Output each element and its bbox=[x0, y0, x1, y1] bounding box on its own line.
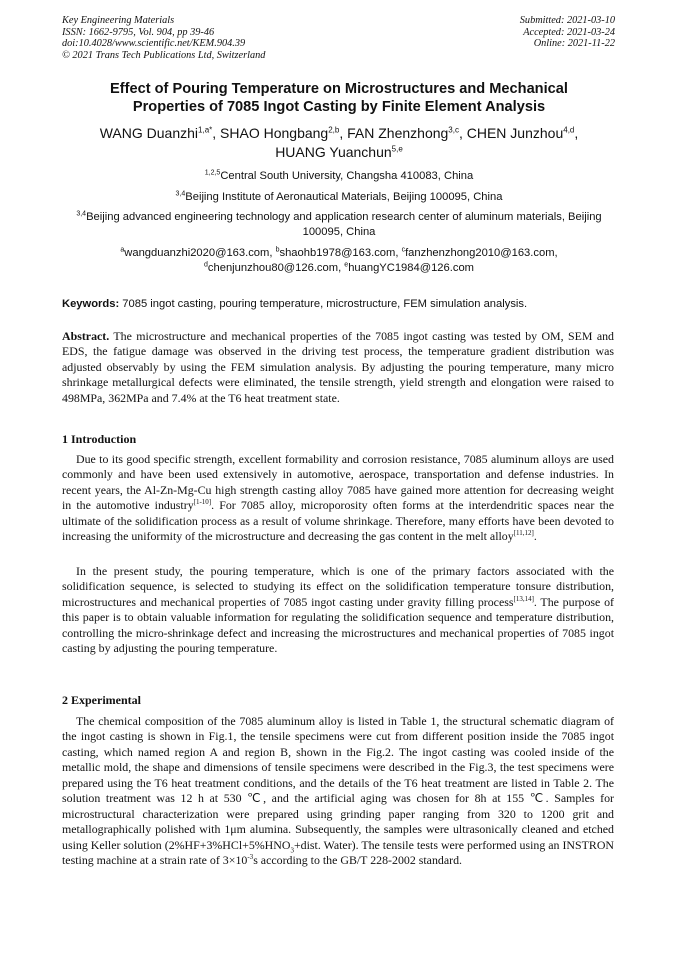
affiliation bbox=[62, 169, 616, 184]
email-list bbox=[62, 246, 616, 276]
submitted-date: Submitted: 2021-03-10 bbox=[519, 15, 615, 26]
keywords bbox=[62, 297, 616, 311]
keywords-text: 7085 ingot casting, pouring temperature, microstructure, FEM simulation analysis. bbox=[119, 298, 528, 310]
paragraph-text: In the present study, the pouring temperature, which is one of the primary factors associated with the solidification sequence, is selected to studying its effect on the solidification temperature tonsure distribution, microstructures and mechanical properties of 7085 ingot casting under gravity filling process bbox=[62, 564, 614, 609]
title-line-1: Effect of Pouring Temperature on Microstructures and Mechanical bbox=[110, 81, 568, 97]
email-address: huangYC1984@126.com bbox=[348, 262, 474, 274]
paragraph-text: . The purpose of this paper is to obtain valuable information for regulating the solidification sequence and temperature distribution, controlling the micro-shrinkage defect and increasing the microstructures and mechanical properties of 7085 ingot casting by adjusting the pouring temperature. bbox=[62, 594, 614, 656]
author-name: FAN Zhenzhong bbox=[347, 125, 449, 141]
affiliation bbox=[62, 190, 616, 205]
accepted-date: Accepted: 2021-03-24 bbox=[523, 26, 615, 38]
author-list: WANG Duanzhi$^{1,a*}$, SHAO Hongbang$^{2,b}$, FAN Zhenzhong$^{3,c}$, CHEN Junzhou$^{4,d}$, HUANG Yuanchun$^{5,e}$ bbox=[99, 125, 579, 160]
author-affiliation-mark: 5,e bbox=[391, 143, 403, 153]
paragraph-text: . For 7085 alloy, microporosity often forms at the interdendritic spaces near the ultimate of the solidification process as a result of volume shrinkage. Therefore, many efforts have been devoted to increasing the uniformity of the microstructure and decreasing the gas content in the melt alloy bbox=[62, 498, 614, 544]
paragraph-text: s according to the GB/T 228-2002 standard. bbox=[253, 853, 463, 868]
author-affiliation-mark: 4,d bbox=[563, 125, 575, 135]
paper-title bbox=[62, 80, 616, 116]
affiliation-text: Beijing Institute of Aeronautical Materials, Beijing 100095, China bbox=[185, 191, 503, 203]
abstract-text: The microstructure and mechanical properties of the 7085 ingot casting was tested by OM, SEM and EDS, the fatigue damage was observed in the driving test process, the temperature gradient distribution was adjusted observably by using the FEM simulation analysis. By adjusting the pouring temperature, many micro shrinkage metallurgical defects were eliminated, the tensile strength, yield strength and elongation were raised to 498MPa, 362MPa and 7.4% at the T6 heat treatment state. bbox=[62, 329, 614, 405]
affiliation-text: Beijing advanced engineering technology and application research center of aluminum materials, Beijing 100095, China bbox=[86, 211, 602, 238]
exponent: -3 bbox=[247, 853, 254, 862]
author-name: WANG Duanzhi bbox=[99, 125, 199, 141]
journal-issn: ISSN: 1662-9795, Vol. 904, pp 39-46 bbox=[62, 26, 215, 38]
author-name: HUANG Yuanchun bbox=[275, 143, 392, 160]
paragraph-text: Due to its good specific strength, excellent formability and corrosion resistance, 7085 aluminum alloys are used commonly and have been used extensively in automotive, aerospace, transportation and defense industries. In recent years, the Al-Zn-Mg-Cu high strength casting alloy 7085 have gained more attention for decreasing weight in the automotive industry bbox=[62, 452, 614, 513]
paragraph-text: +dist. Water). The tensile tests were performed using an INSTRON testing machine at a strain rate of 3×10 bbox=[62, 837, 614, 868]
author-name: SHAO Hongbang bbox=[220, 125, 329, 141]
section-heading: 2 Experimental bbox=[62, 693, 141, 707]
affiliation-mark: 3,4 bbox=[175, 190, 186, 198]
citation: [13,14] bbox=[513, 594, 534, 603]
email-address: wangduanzhi2020@163.com, bbox=[124, 247, 276, 259]
paragraph bbox=[62, 452, 614, 545]
chemical-subscript: 3 bbox=[290, 846, 294, 854]
author-affiliation-mark: 1,a* bbox=[198, 125, 213, 135]
affiliation-mark: 1,2,5 bbox=[204, 169, 221, 177]
title-line-2: Properties of 7085 Ingot Casting by Finite Element Analysis bbox=[132, 99, 546, 115]
email-address: chenjunzhou80@126.com, bbox=[207, 262, 345, 274]
journal-doi: doi:10.4028/www.scientific.net/KEM.904.39 bbox=[62, 38, 246, 50]
email-mark: d bbox=[204, 261, 208, 269]
journal-copyright: © 2021 Trans Tech Publications Ltd, Switzerland bbox=[62, 49, 266, 61]
dates-header bbox=[520, 15, 615, 50]
paragraph bbox=[62, 714, 614, 869]
abstract bbox=[62, 329, 614, 406]
email-address: fanzhenzhong2010@163.com, bbox=[405, 247, 558, 259]
author-name: CHEN Junzhou bbox=[466, 125, 564, 141]
paragraph-text: The chemical composition of the 7085 aluminum alloy is listed in Table 1, the structural schematic diagram of the ingot casting is shown in Fig.1, the tensile specimens were cut from different position inside the 7085 ingot casting, which named region A and region B, shown in the Fig.2. The ingot casting was cooled inside of the metallic mold, the shape and dimensions of tensile specimens were described in the Fig.3, the test specimens were prepared using the T6 heat treatment conditions, and the details of the T6 heat treatment are listed in Table 2. The solution treatment was 12 h at 530 ℃, and the artificial aging was chosen for 8h at 155 ℃. Samples for microstructural characterization were prepared using grinding paper ranging from 320 to 1200 grit and metallographically polished with 1μm alumina. Subsequently, the samples were ultrasonically cleaned and etched using Keller solution (2%HF+3%HCl+5%HNO bbox=[62, 714, 614, 852]
author-affiliation-mark: 2,b bbox=[328, 125, 340, 135]
journal-header bbox=[62, 15, 265, 61]
journal-name: Key Engineering Materials bbox=[62, 15, 175, 26]
email-mark: b bbox=[275, 246, 280, 254]
online-date: Online: 2021-11-22 bbox=[533, 38, 615, 50]
citation: [11,12] bbox=[513, 529, 534, 538]
email-mark: e bbox=[344, 261, 349, 269]
affiliation-mark: 3,4 bbox=[76, 210, 87, 218]
citation: [1-10] bbox=[193, 498, 212, 507]
affiliation bbox=[62, 210, 616, 240]
paragraph-text: . bbox=[533, 529, 537, 544]
keywords-label: Keywords: bbox=[62, 298, 120, 310]
paragraph bbox=[62, 564, 614, 657]
section-heading: 1 Introduction bbox=[62, 432, 137, 446]
email-mark: a bbox=[120, 246, 125, 254]
email-address: shaohb1978@163.com, bbox=[279, 247, 402, 259]
affiliation-text: Central South University, Changsha 410083, China bbox=[220, 170, 474, 182]
email-mark: c bbox=[401, 246, 406, 254]
author-affiliation-mark: 3,c bbox=[448, 125, 459, 135]
abstract-label: Abstract. bbox=[62, 329, 110, 343]
